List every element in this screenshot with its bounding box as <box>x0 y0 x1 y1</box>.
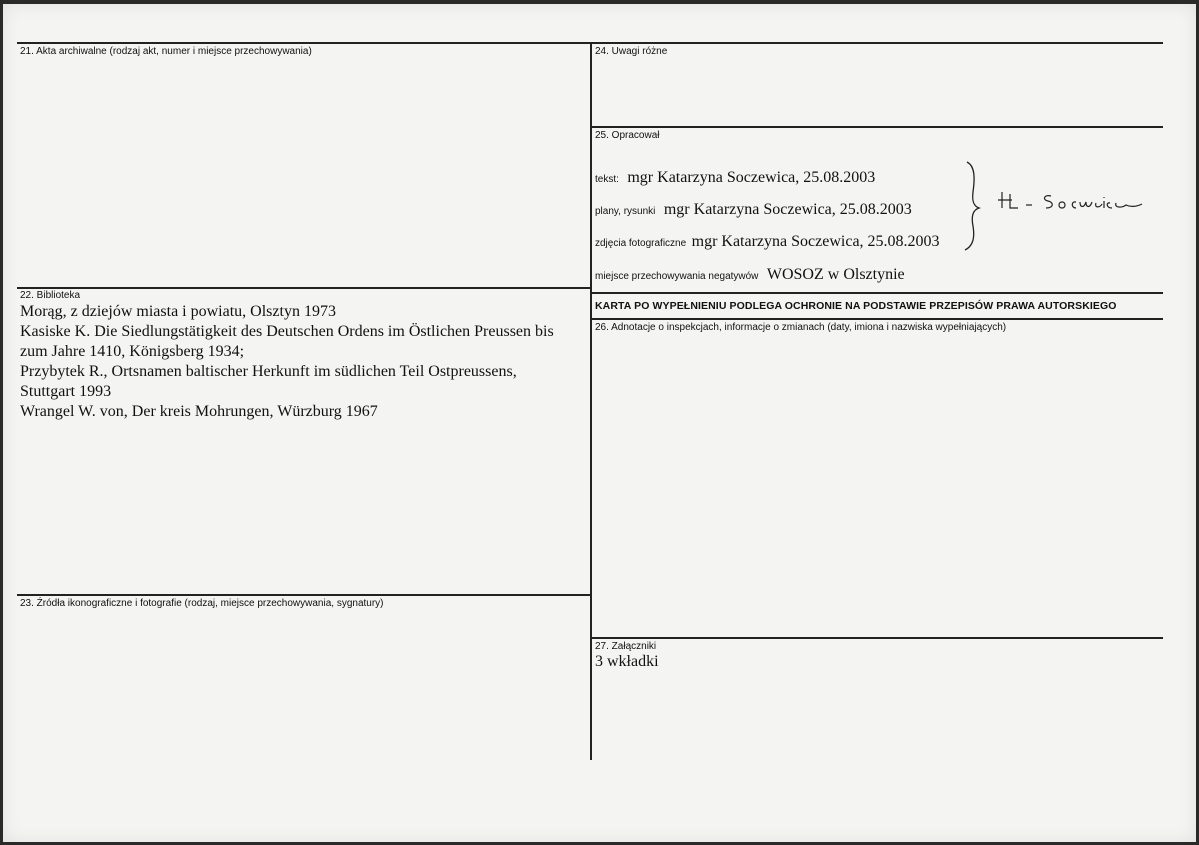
negatywy-value: WOSOZ w Olsztynie <box>766 266 905 283</box>
bibliography-entry: zum Jahre 1410, Königsberg 1934; <box>20 343 245 360</box>
plany-row <box>595 201 912 219</box>
rule-27 <box>591 637 1163 639</box>
bibliography-entry: Przybytek R., Ortsnamen baltischer Herkunft im südlichen Teil Ostpreussens, <box>20 363 517 380</box>
handwritten-brace <box>961 158 991 254</box>
section-22-label: 22. Biblioteka <box>20 290 81 301</box>
plany-label: plany, rysunki <box>595 206 656 217</box>
rule-25 <box>591 126 1163 128</box>
rule-23 <box>17 594 591 596</box>
zdjecia-row <box>595 233 940 251</box>
bibliography-entry: Wrangel W. von, Der kreis Mohrungen, Würzburg 1967 <box>20 403 378 420</box>
rule-26 <box>591 318 1163 320</box>
tekst-label: tekst: <box>595 174 619 185</box>
handwritten-signature <box>996 188 1146 218</box>
zdjecia-label: zdjęcia fotograficzne <box>595 238 687 249</box>
column-divider <box>590 42 592 760</box>
tekst-value: mgr Katarzyna Soczewica, 25.08.2003 <box>627 169 876 186</box>
form-sheet <box>3 4 1196 842</box>
negatywy-row <box>595 266 905 284</box>
section-21-label: 21. Akta archiwalne (rodzaj akt, numer i miejsce przechowywania) <box>20 46 312 57</box>
section-26-label: 26. Adnotacje o inspekcjach, informacje o zmianach (daty, imiona i nazwiska wypełniających) <box>595 322 1007 333</box>
bibliography-entry: Morąg, z dziejów miasta i powiatu, Olsztyn 1973 <box>20 303 336 320</box>
plany-value: mgr Katarzyna Soczewica, 25.08.2003 <box>663 201 912 218</box>
rule-22 <box>17 287 591 289</box>
copyright-note: KARTA PO WYPEŁNIENIU PODLEGA OCHRONIE NA PODSTAWIE PRZEPISÓW PRAWA AUTORSKIEGO <box>595 300 1117 312</box>
section-24-label: 24. Uwagi różne <box>595 46 668 57</box>
bibliography-entry: Stuttgart 1993 <box>20 383 112 400</box>
section-23-label: 23. Źródła ikonograficzne i fotografie (rodzaj, miejsce przechowywania, sygnatury) <box>20 598 384 609</box>
section-27-value: 3 wkładki <box>595 653 659 670</box>
tekst-row <box>595 169 875 187</box>
section-27-label: 27. Załączniki <box>595 641 657 652</box>
negatywy-label: miejsce przechowywania negatywów <box>595 271 759 282</box>
zdjecia-value: mgr Katarzyna Soczewica, 25.08.2003 <box>691 233 940 250</box>
rule-copyright-top <box>591 292 1163 294</box>
bibliography-entry: Kasiske K. Die Siedlungstätigkeit des Deutschen Ordens im Östlichen Preussen bis <box>20 323 554 340</box>
section-25-label: 25. Opracował <box>595 130 660 141</box>
